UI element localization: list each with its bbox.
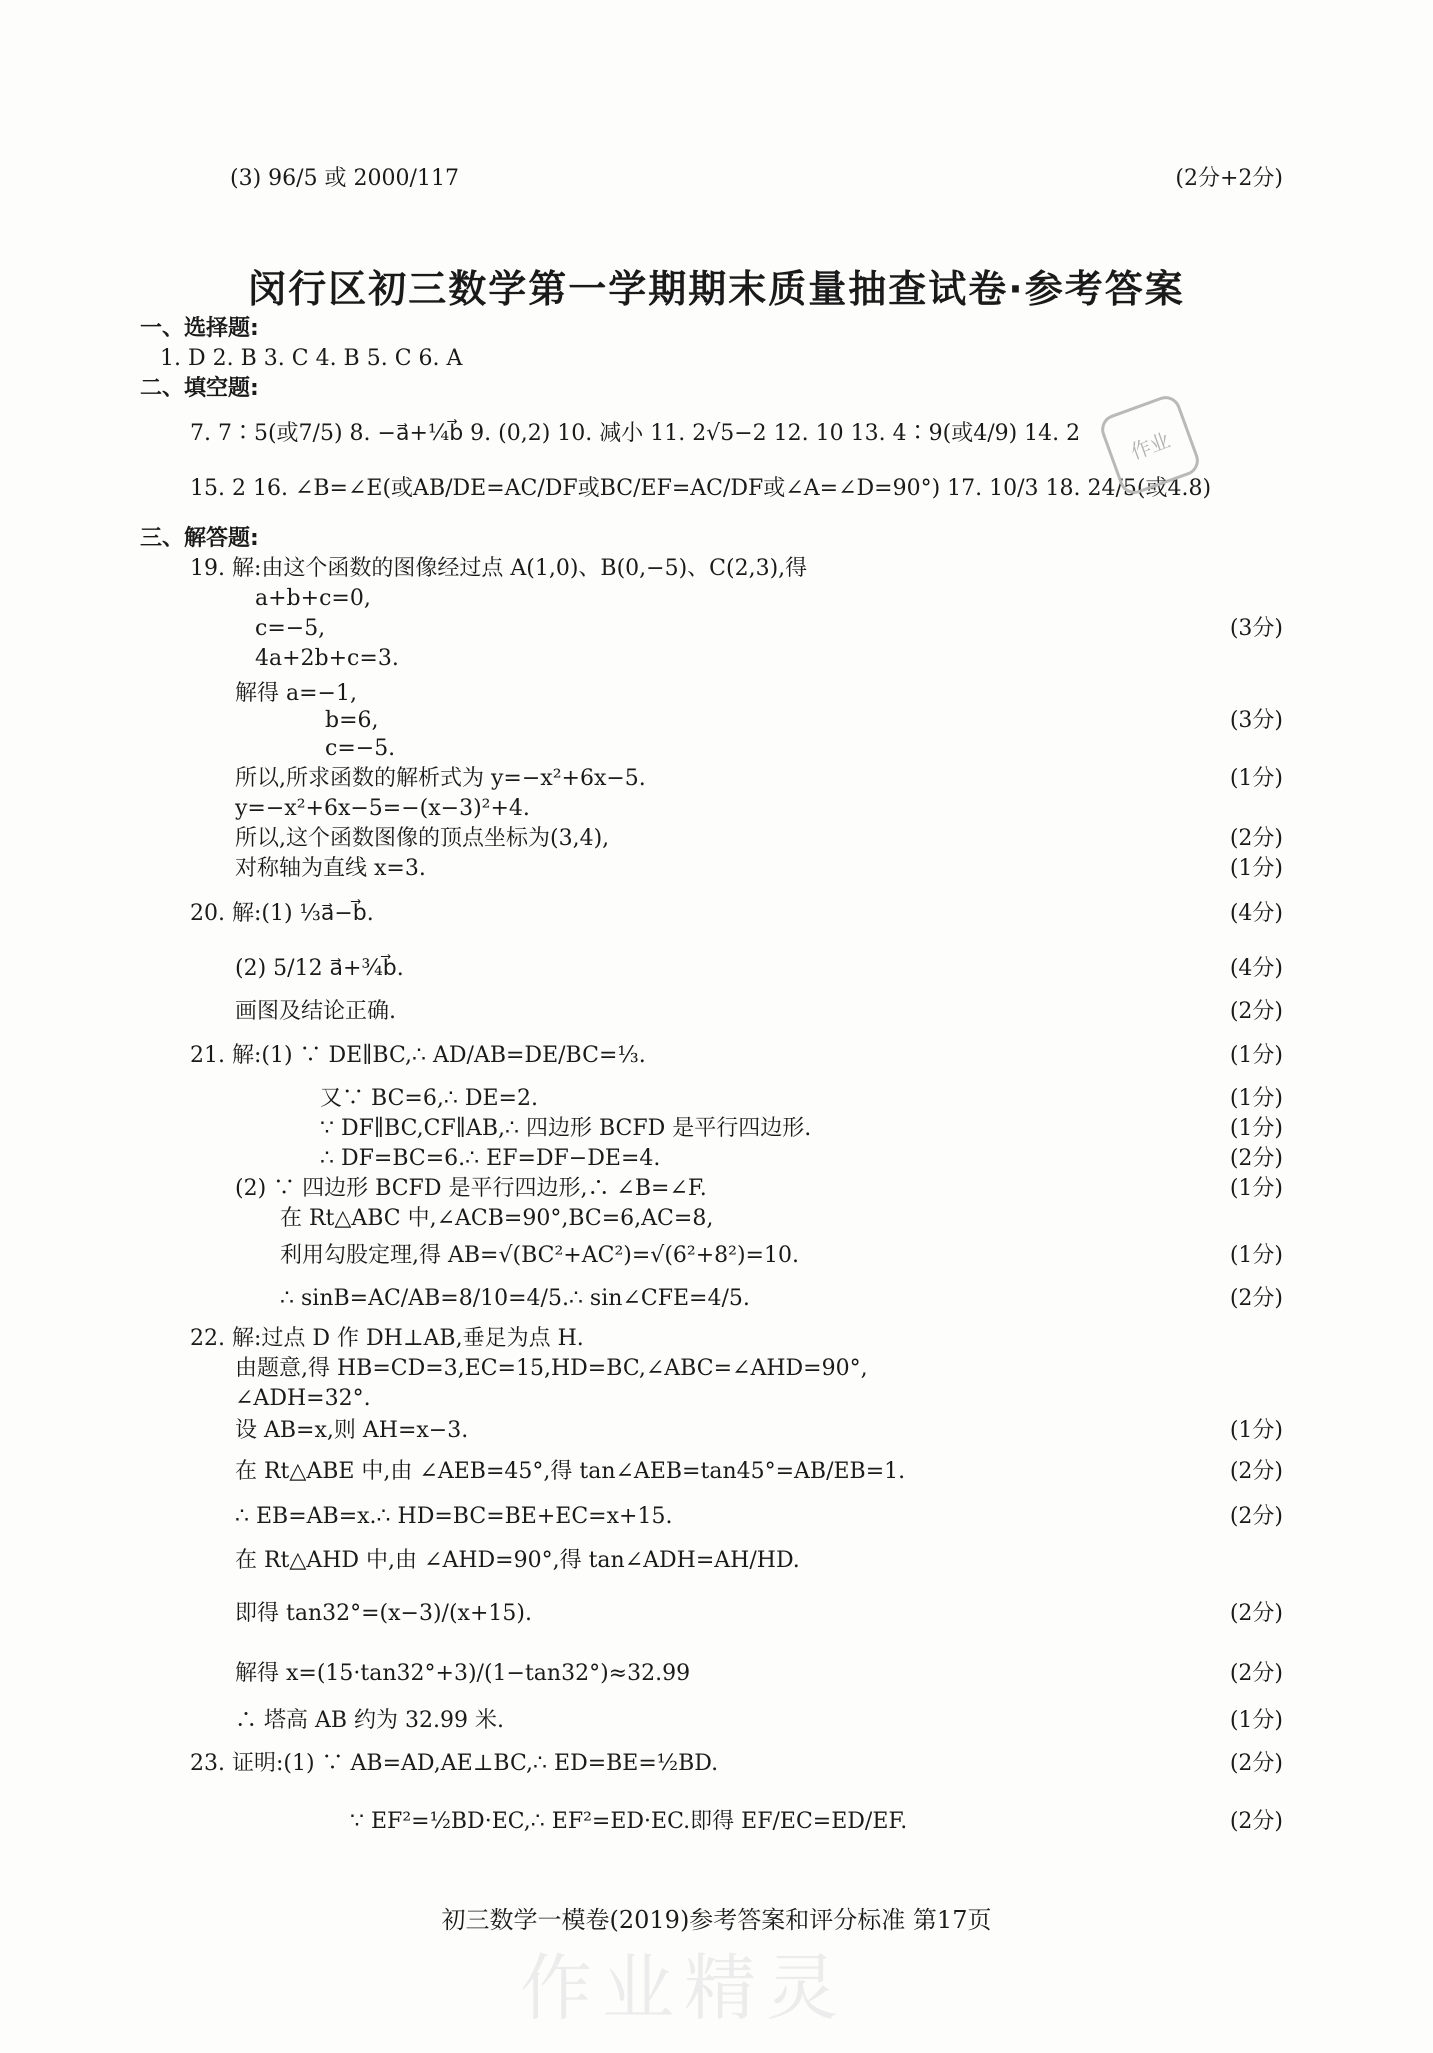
score-label: (2分) bbox=[1229, 1601, 1283, 1626]
answer-line: 设 AB=x,则 AH=x−3. bbox=[235, 1418, 469, 1443]
answer-line: 在 Rt△ABC 中,∠ACB=90°,BC=6,AC=8, bbox=[280, 1206, 714, 1231]
answer-line: 4a+2b+c=3. bbox=[255, 646, 399, 671]
svg-text:作业: 作业 bbox=[1127, 427, 1174, 465]
answer-line: (2) 5/12 a⃗+¾b⃗. bbox=[235, 956, 404, 981]
answer-line: c=−5. bbox=[325, 736, 396, 761]
answer-line: 又∵ BC=6,∴ DE=2. bbox=[320, 1086, 538, 1111]
answer-line: a+b+c=0, bbox=[255, 586, 371, 611]
page-title: 闵行区初三数学第一学期期末质量抽查试卷·参考答案 bbox=[248, 267, 1185, 311]
answer-line: 在 Rt△AHD 中,由 ∠AHD=90°,得 tan∠ADH=AH/HD. bbox=[235, 1548, 800, 1573]
answer-line: 20. 解:(1) ⅓a⃗−b⃗. bbox=[190, 901, 374, 926]
answer-line: y=−x²+6x−5=−(x−3)²+4. bbox=[235, 796, 530, 821]
score-label: (1分) bbox=[1229, 856, 1283, 881]
answer-line: 在 Rt△ABE 中,由 ∠AEB=45°,得 tan∠AEB=tan45°=AB/EB=1. bbox=[235, 1459, 906, 1484]
page-footer: 初三数学一模卷(2019)参考答案和评分标准 第17页 bbox=[441, 1906, 992, 1934]
answer-line: 所以,所求函数的解析式为 y=−x²+6x−5. bbox=[235, 766, 646, 791]
section-heading: 三、解答题: bbox=[140, 526, 259, 551]
answer-line: ∵ EF²=½BD·EC,∴ EF²=ED·EC.即得 EF/EC=ED/EF. bbox=[350, 1809, 908, 1834]
answer-line: 22. 解:过点 D 作 DH⊥AB,垂足为点 H. bbox=[190, 1326, 584, 1351]
score-label: (4分) bbox=[1229, 956, 1283, 981]
score-label: (2分) bbox=[1229, 1286, 1283, 1311]
answer-line: 19. 解:由这个函数的图像经过点 A(1,0)、B(0,−5)、C(2,3),得 bbox=[190, 556, 808, 581]
score-label: (1分) bbox=[1229, 1086, 1283, 1111]
watermark: 作业精灵 bbox=[520, 1946, 849, 2030]
answer-line: 由题意,得 HB=CD=3,EC=15,HD=BC,∠ABC=∠AHD=90°, bbox=[235, 1356, 868, 1381]
score-label: (1分) bbox=[1229, 1243, 1283, 1268]
answer-line: ∵ DF∥BC,CF∥AB,∴ 四边形 BCFD 是平行四边形. bbox=[320, 1116, 812, 1141]
score-label: (2分+2分) bbox=[1175, 166, 1283, 191]
answer-line: 23. 证明:(1) ∵ AB=AD,AE⊥BC,∴ ED=BE=½BD. bbox=[190, 1751, 719, 1776]
score-label: (2分) bbox=[1229, 1661, 1283, 1686]
answer-line: b=6, bbox=[325, 708, 379, 733]
answer-line: 画图及结论正确. bbox=[235, 999, 396, 1024]
answer-line: ∴ EB=AB=x.∴ HD=BC=BE+EC=x+15. bbox=[235, 1504, 673, 1529]
answer-line: 21. 解:(1) ∵ DE∥BC,∴ AD/AB=DE/BC=⅓. bbox=[190, 1043, 646, 1068]
answer-line: 利用勾股定理,得 AB=√(BC²+AC²)=√(6²+8²)=10. bbox=[280, 1243, 799, 1268]
answer-line: (3) 96/5 或 2000/117 bbox=[230, 166, 459, 191]
score-label: (1分) bbox=[1229, 1043, 1283, 1068]
score-label: (2分) bbox=[1229, 826, 1283, 851]
score-label: (2分) bbox=[1229, 1809, 1283, 1834]
answer-line: 即得 tan32°=(x−3)/(x+15). bbox=[235, 1601, 532, 1626]
section-heading: 一、选择题: bbox=[140, 316, 259, 341]
answer-line: 15. 2 16. ∠B=∠E(或AB/DE=AC/DF或BC/EF=AC/DF或∠A=∠D=90°) 17. 10/3 18. 24/5(或4.8) bbox=[190, 476, 1212, 501]
answer-line: 解得 x=(15·tan32°+3)/(1−tan32°)≈32.99 bbox=[235, 1661, 691, 1686]
score-label: (2分) bbox=[1229, 1146, 1283, 1171]
score-label: (2分) bbox=[1229, 999, 1283, 1024]
score-label: (2分) bbox=[1229, 1504, 1283, 1529]
answer-line: 7. 7∶5(或7/5) 8. −a⃗+¼b⃗ 9. (0,2) 10. 减小 11. 2√5−2 12. 10 13. 4∶9(或4/9) 14. 2 bbox=[190, 421, 1081, 446]
answer-line: 解得 a=−1, bbox=[235, 681, 357, 706]
answer-line: ∴ sinB=AC/AB=8/10=4/5.∴ sin∠CFE=4/5. bbox=[280, 1286, 750, 1311]
score-label: (1分) bbox=[1229, 1116, 1283, 1141]
answer-line: ∠ADH=32°. bbox=[235, 1386, 371, 1411]
answer-line: (2) ∵ 四边形 BCFD 是平行四边形,∴ ∠B=∠F. bbox=[235, 1176, 707, 1201]
score-label: (3分) bbox=[1229, 708, 1283, 733]
answer-line: ∴ DF=BC=6.∴ EF=DF−DE=4. bbox=[320, 1146, 661, 1171]
answer-line: 所以,这个函数图像的顶点坐标为(3,4), bbox=[235, 826, 610, 851]
stamp-icon bbox=[1100, 395, 1200, 495]
score-label: (1分) bbox=[1229, 766, 1283, 791]
score-label: (1分) bbox=[1229, 1708, 1283, 1733]
section-heading: 二、填空题: bbox=[140, 376, 259, 401]
score-label: (1分) bbox=[1229, 1176, 1283, 1201]
score-label: (2分) bbox=[1229, 1459, 1283, 1484]
score-label: (1分) bbox=[1229, 1418, 1283, 1443]
score-label: (3分) bbox=[1229, 616, 1283, 641]
score-label: (4分) bbox=[1229, 901, 1283, 926]
answer-line: 对称轴为直线 x=3. bbox=[235, 856, 426, 881]
answer-line: 1. D 2. B 3. C 4. B 5. C 6. A bbox=[160, 346, 463, 371]
answer-line: c=−5, bbox=[255, 616, 326, 641]
answer-line: ∴ 塔高 AB 约为 32.99 米. bbox=[235, 1708, 504, 1733]
score-label: (2分) bbox=[1229, 1751, 1283, 1776]
